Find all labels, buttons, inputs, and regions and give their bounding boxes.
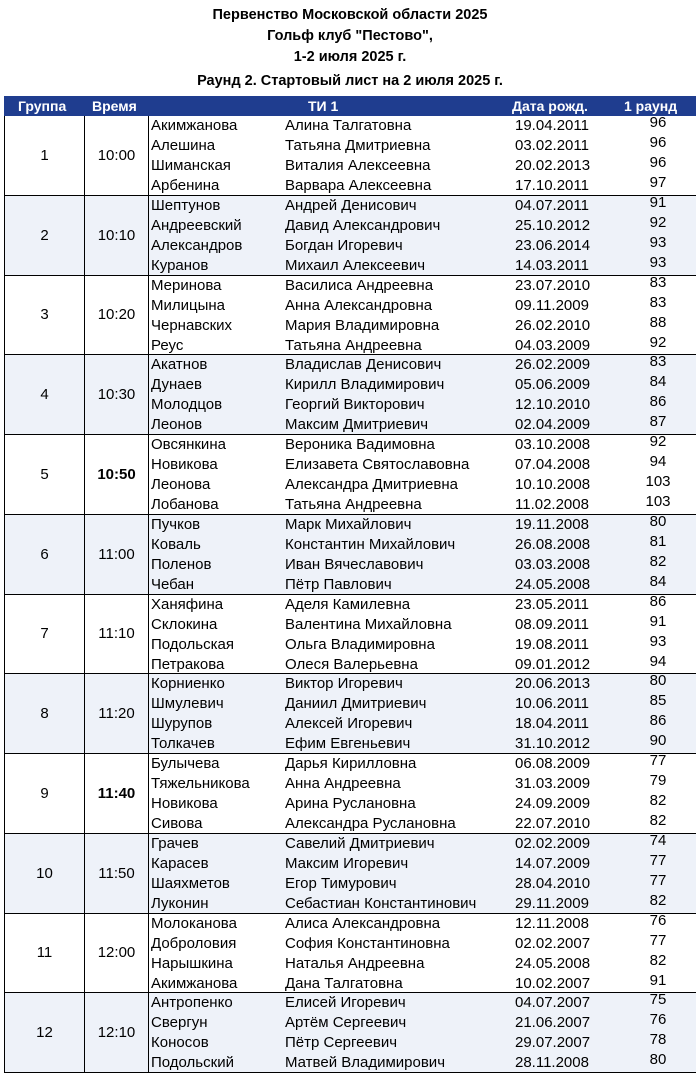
player-surname: Молодцов — [151, 396, 223, 414]
player-dob: 21.06.2007 — [515, 1014, 591, 1032]
group-number: 2 — [5, 196, 85, 275]
player-dob: 19.11.2008 — [515, 515, 589, 533]
player-surname: Шаяхметов — [151, 874, 230, 892]
player-surname: Милицына — [151, 296, 226, 314]
player-name: Константин Михайлович — [285, 535, 456, 553]
player-round1-score: 96 — [649, 154, 667, 171]
player-surname: Молоканова — [151, 914, 237, 932]
player-dob: 26.08.2008 — [515, 535, 591, 553]
player-surname: Шурупов — [151, 715, 213, 733]
player-name: Татьяна Дмитриевна — [285, 137, 431, 154]
player-dob: 28.04.2010 — [515, 874, 591, 892]
player-round1-score: 82 — [649, 951, 667, 969]
player-surname: Сивова — [151, 815, 203, 832]
player-dob: 31.03.2009 — [515, 775, 591, 792]
player-name: Мария Владимировна — [285, 316, 440, 334]
group-number: 8 — [5, 674, 85, 753]
player-round1-score: 77 — [649, 851, 667, 869]
player-name: Ефим Евгеньевич — [285, 735, 411, 753]
player-row — [149, 156, 697, 176]
header-group: Группа — [18, 98, 67, 114]
player-row — [149, 871, 697, 894]
player-row — [149, 851, 697, 874]
player-dob: 29.07.2007 — [515, 1034, 591, 1052]
groups-body — [4, 116, 696, 1073]
player-surname: Антропенко — [151, 994, 233, 1012]
player-round1-score: 83 — [649, 273, 667, 291]
player-name: Дана Талгатовна — [285, 974, 403, 992]
player-name: Марк Михайлович — [285, 515, 412, 533]
tee-time: 11:40 — [85, 754, 149, 833]
group-number: 7 — [5, 595, 85, 674]
player-row — [149, 415, 697, 435]
title-line-3: 1-2 июля 2025 г. — [293, 49, 407, 65]
player-surname: Акимжанова — [151, 117, 238, 134]
player-dob: 17.10.2011 — [515, 177, 589, 194]
player-round1-score: 97 — [649, 174, 667, 191]
title-line-4: Раунд 2. Стартовый лист на 2 июля 2025 г. — [197, 73, 503, 89]
player-surname: Свергун — [151, 1014, 208, 1032]
player-name: Егор Тимурович — [285, 874, 397, 892]
player-surname: Андреевский — [151, 216, 242, 234]
player-dob: 19.08.2011 — [515, 635, 589, 653]
player-round1-score: 92 — [649, 333, 667, 351]
group-block — [4, 674, 696, 754]
player-name: Владислав Денисович — [285, 356, 442, 374]
player-name: Александра Дмитриевна — [285, 476, 458, 493]
group-number: 1 — [5, 116, 85, 195]
player-row — [149, 293, 697, 316]
player-dob: 23.07.2010 — [515, 276, 591, 294]
player-dob: 29.11.2009 — [515, 894, 589, 912]
player-round1-score: 82 — [649, 891, 667, 909]
player-dob: 03.02.2011 — [515, 137, 589, 154]
player-row — [149, 375, 697, 395]
player-surname: Акатнов — [151, 356, 208, 374]
player-name: Анна Андреевна — [285, 775, 401, 792]
player-surname: Арбенина — [151, 177, 220, 194]
player-surname: Корниенко — [151, 675, 225, 693]
player-row — [149, 993, 697, 1013]
player-round1-score: 84 — [649, 373, 667, 391]
player-row — [149, 612, 697, 635]
group-number: 6 — [5, 515, 85, 594]
player-dob: 09.11.2009 — [515, 296, 589, 314]
player-dob: 14.03.2011 — [515, 256, 589, 274]
player-surname: Леонов — [151, 416, 203, 434]
player-surname: Реус — [151, 336, 184, 354]
player-round1-score: 81 — [649, 532, 667, 550]
group-block — [4, 993, 696, 1073]
player-surname: Булычева — [151, 755, 220, 772]
player-name: Пётр Павлович — [285, 575, 392, 593]
player-name: Максим Игоревич — [285, 854, 409, 872]
group-block — [4, 754, 696, 834]
group-number: 5 — [5, 435, 85, 514]
player-surname: Меринова — [151, 276, 222, 294]
header-round: 1 раунд — [624, 98, 678, 114]
player-row — [149, 116, 697, 136]
player-name: Олеся Валерьевна — [285, 655, 418, 673]
tee-time: 12:10 — [85, 993, 149, 1072]
player-row — [149, 475, 697, 495]
player-round1-score: 94 — [649, 453, 667, 470]
player-surname: Лобанова — [151, 496, 219, 513]
player-dob: 22.07.2010 — [515, 815, 591, 832]
player-round1-score: 75 — [649, 991, 667, 1009]
player-surname: Толкачев — [151, 735, 215, 753]
group-block — [4, 193, 696, 276]
player-dob: 26.02.2009 — [515, 356, 591, 374]
player-surname: Шептунов — [151, 196, 221, 214]
tee-time: 10:50 — [85, 435, 149, 514]
player-round1-score: 93 — [649, 233, 667, 251]
player-surname: Шиманская — [151, 157, 231, 174]
player-row — [149, 1053, 697, 1073]
player-name: Дарья Кирилловна — [285, 755, 417, 772]
player-name: Александра Руслановна — [285, 815, 456, 832]
group-number: 3 — [5, 276, 85, 355]
player-name: Михаил Алексеевич — [285, 256, 426, 274]
tee-time: 10:30 — [85, 355, 149, 434]
player-dob: 23.06.2014 — [515, 236, 591, 254]
player-row — [149, 532, 697, 555]
player-surname: Алешина — [151, 137, 216, 154]
player-row — [149, 754, 697, 774]
player-name: Валентина Михайловна — [285, 615, 452, 633]
player-row — [149, 1033, 697, 1053]
player-row — [149, 891, 697, 914]
player-round1-score: 88 — [649, 313, 667, 331]
player-round1-score: 77 — [649, 752, 667, 769]
player-surname: Луконин — [151, 894, 209, 912]
group-number: 4 — [5, 355, 85, 434]
player-round1-score: 80 — [649, 1051, 667, 1069]
group-block — [4, 116, 696, 196]
player-dob: 10.06.2011 — [515, 695, 589, 713]
player-round1-score: 78 — [649, 1031, 667, 1049]
player-dob: 04.07.2007 — [515, 994, 591, 1012]
player-name: Богдан Игоревич — [285, 236, 403, 254]
player-name: Кирилл Владимирович — [285, 376, 445, 394]
player-row — [149, 313, 697, 336]
player-row — [149, 455, 697, 475]
player-name: Максим Дмитриевич — [285, 416, 429, 434]
player-round1-score: 77 — [649, 871, 667, 889]
player-name: Артём Сергеевич — [285, 1014, 407, 1032]
player-surname: Леонова — [151, 476, 211, 493]
player-row — [149, 572, 697, 595]
player-dob: 12.10.2010 — [515, 396, 591, 414]
tee-time: 10:20 — [85, 276, 149, 355]
player-dob: 10.02.2007 — [515, 974, 591, 992]
player-dob: 20.02.2013 — [515, 157, 591, 174]
player-dob: 02.04.2009 — [515, 416, 591, 434]
player-round1-score: 87 — [649, 413, 667, 431]
player-round1-score: 86 — [649, 712, 667, 730]
player-name: Иван Вячеславович — [285, 555, 424, 573]
player-surname: Подольская — [151, 635, 234, 653]
player-name: Пётр Сергеевич — [285, 1034, 398, 1052]
player-name: Виталия Алексеевна — [285, 157, 431, 174]
player-surname: Тяжельникова — [151, 775, 250, 792]
player-round1-score: 82 — [649, 812, 667, 829]
player-row — [149, 512, 697, 535]
player-dob: 02.02.2009 — [515, 834, 591, 852]
player-row — [149, 911, 697, 934]
player-name: Василиса Андреевна — [285, 276, 434, 294]
player-row — [149, 253, 697, 276]
player-dob: 25.10.2012 — [515, 216, 591, 234]
table-header — [4, 96, 696, 116]
group-block — [4, 512, 696, 595]
group-block — [4, 592, 696, 675]
player-surname: Поленов — [151, 555, 212, 573]
player-round1-score: 93 — [649, 253, 667, 271]
player-surname: Грачев — [151, 834, 199, 852]
player-dob: 02.02.2007 — [515, 934, 591, 952]
group-block — [4, 911, 696, 994]
player-row — [149, 674, 697, 694]
player-surname: Куранов — [151, 256, 209, 274]
header-ti: ТИ 1 — [308, 98, 339, 114]
player-name: Арина Руслановна — [285, 795, 416, 812]
player-dob: 28.11.2008 — [515, 1054, 589, 1072]
player-name: Андрей Денисович — [285, 196, 417, 214]
player-surname: Чебан — [151, 575, 195, 593]
player-surname: Петракова — [151, 655, 225, 673]
player-dob: 04.03.2009 — [515, 336, 591, 354]
player-row — [149, 714, 697, 734]
player-dob: 31.10.2012 — [515, 735, 591, 753]
group-number: 12 — [5, 993, 85, 1072]
player-row — [149, 592, 697, 615]
player-name: Георгий Викторович — [285, 396, 425, 414]
player-dob: 09.01.2012 — [515, 655, 591, 673]
player-name: Аделя Камилевна — [285, 595, 411, 613]
player-round1-score: 76 — [649, 911, 667, 929]
player-row — [149, 632, 697, 655]
player-surname: Новикова — [151, 795, 218, 812]
player-name: Наталья Андреевна — [285, 954, 425, 972]
player-round1-score: 93 — [649, 632, 667, 650]
tee-time: 11:50 — [85, 834, 149, 913]
player-row — [149, 395, 697, 415]
player-row — [149, 176, 697, 196]
player-dob: 24.05.2008 — [515, 954, 591, 972]
player-name: Даниил Дмитриевич — [285, 695, 427, 713]
header-time: Время — [92, 98, 137, 114]
tee-time: 11:00 — [85, 515, 149, 594]
player-dob: 18.04.2011 — [515, 715, 589, 733]
player-row — [149, 1013, 697, 1033]
player-round1-score: 80 — [649, 512, 667, 530]
tee-time: 11:10 — [85, 595, 149, 674]
player-name: Давид Александрович — [285, 216, 441, 234]
group-number: 9 — [5, 754, 85, 833]
player-name: Елисей Игоревич — [285, 994, 406, 1012]
player-dob: 20.06.2013 — [515, 675, 591, 693]
player-round1-score: 86 — [649, 393, 667, 411]
player-name: Алина Талгатовна — [285, 117, 412, 134]
player-dob: 24.09.2009 — [515, 795, 591, 812]
player-row — [149, 435, 697, 455]
player-row — [149, 931, 697, 954]
player-name: Ольга Владимировна — [285, 635, 435, 653]
player-round1-score: 96 — [649, 114, 667, 131]
player-row — [149, 694, 697, 714]
player-surname: Пучков — [151, 515, 201, 533]
player-round1-score: 91 — [649, 193, 667, 211]
player-name: Варвара Алексеевна — [285, 177, 432, 194]
player-round1-score: 103 — [645, 473, 671, 490]
player-name: Вероника Вадимовна — [285, 436, 435, 453]
group-block — [4, 435, 696, 515]
group-number: 11 — [5, 914, 85, 993]
player-name: Алиса Александровна — [285, 914, 441, 932]
player-row — [149, 355, 697, 375]
player-name: Савелий Дмитриевич — [285, 834, 435, 852]
player-row — [149, 213, 697, 236]
start-list-table — [4, 96, 696, 1073]
player-round1-score: 77 — [649, 931, 667, 949]
player-dob: 19.04.2011 — [515, 117, 589, 134]
player-row — [149, 774, 697, 794]
player-surname: Акимжанова — [151, 974, 238, 992]
player-surname: Коносов — [151, 1034, 209, 1052]
player-round1-score: 86 — [649, 592, 667, 610]
player-dob: 14.07.2009 — [515, 854, 591, 872]
player-round1-score: 79 — [649, 772, 667, 789]
player-dob: 03.10.2008 — [515, 436, 591, 453]
player-dob: 08.09.2011 — [515, 615, 589, 633]
player-round1-score: 82 — [649, 792, 667, 809]
player-dob: 06.08.2009 — [515, 755, 591, 772]
player-name: Себастиан Константинович — [285, 894, 477, 912]
player-round1-score: 90 — [649, 732, 667, 750]
title-line-1: Первенство Московской области 2025 — [212, 7, 488, 23]
player-round1-score: 96 — [649, 134, 667, 151]
player-surname: Шмулевич — [151, 695, 224, 713]
player-surname: Коваль — [151, 535, 201, 553]
player-row — [149, 951, 697, 974]
player-surname: Александров — [151, 236, 243, 254]
tee-time: 10:10 — [85, 196, 149, 275]
player-row — [149, 136, 697, 156]
player-dob: 04.07.2011 — [515, 196, 589, 214]
player-dob: 11.02.2008 — [515, 496, 589, 513]
player-dob: 12.11.2008 — [515, 914, 589, 932]
player-round1-score: 74 — [649, 831, 667, 849]
player-row — [149, 552, 697, 575]
player-name: Матвей Владимирович — [285, 1054, 446, 1072]
player-round1-score: 91 — [649, 971, 667, 989]
player-row — [149, 831, 697, 854]
player-name: Виктор Игоревич — [285, 675, 403, 693]
player-round1-score: 83 — [649, 353, 667, 371]
player-surname: Нарышкина — [151, 954, 233, 972]
group-number: 10 — [5, 834, 85, 913]
player-round1-score: 76 — [649, 1011, 667, 1029]
player-round1-score: 85 — [649, 692, 667, 710]
player-round1-score: 94 — [649, 652, 667, 670]
player-round1-score: 82 — [649, 552, 667, 570]
player-row — [149, 233, 697, 256]
header-dob: Дата рожд. — [512, 98, 588, 114]
group-block — [4, 831, 696, 914]
player-row — [149, 652, 697, 675]
player-round1-score: 91 — [649, 612, 667, 630]
player-surname: Дунаев — [151, 376, 202, 394]
player-dob: 26.02.2010 — [515, 316, 591, 334]
player-name: Елизавета Святославовна — [285, 456, 470, 473]
player-dob: 07.04.2008 — [515, 456, 591, 473]
player-surname: Доброловия — [151, 934, 237, 952]
player-row — [149, 734, 697, 754]
title-line-2: Гольф клуб "Пестово", — [267, 28, 433, 44]
player-round1-score: 92 — [649, 213, 667, 231]
tee-time: 10:00 — [85, 116, 149, 195]
player-row — [149, 814, 697, 834]
player-name: Анна Александровна — [285, 296, 433, 314]
player-row — [149, 971, 697, 994]
player-dob: 05.06.2009 — [515, 376, 591, 394]
tee-time: 12:00 — [85, 914, 149, 993]
player-dob: 03.03.2008 — [515, 555, 591, 573]
player-row — [149, 193, 697, 216]
player-name: София Константиновна — [285, 934, 450, 952]
player-surname: Склокина — [151, 615, 218, 633]
player-round1-score: 84 — [649, 572, 667, 590]
group-block — [4, 355, 696, 435]
player-row — [149, 273, 697, 296]
player-round1-score: 80 — [649, 672, 667, 690]
player-dob: 23.05.2011 — [515, 595, 589, 613]
player-surname: Новикова — [151, 456, 218, 473]
player-dob: 10.10.2008 — [515, 476, 591, 493]
player-name: Татьяна Андреевна — [285, 496, 422, 513]
player-name: Алексей Игоревич — [285, 715, 413, 733]
player-dob: 24.05.2008 — [515, 575, 591, 593]
player-row — [149, 495, 697, 515]
player-surname: Подольский — [151, 1054, 234, 1072]
player-round1-score: 92 — [649, 433, 667, 450]
player-round1-score: 103 — [645, 493, 671, 510]
player-name: Татьяна Андреевна — [285, 336, 422, 354]
player-surname: Овсянкина — [151, 436, 226, 453]
document-title — [0, 5, 700, 90]
player-row — [149, 333, 697, 356]
group-block — [4, 273, 696, 356]
tee-time: 11:20 — [85, 674, 149, 753]
player-surname: Ханяфина — [151, 595, 224, 613]
player-surname: Карасев — [151, 854, 209, 872]
player-row — [149, 794, 697, 814]
player-surname: Чернавских — [151, 316, 233, 334]
player-round1-score: 83 — [649, 293, 667, 311]
